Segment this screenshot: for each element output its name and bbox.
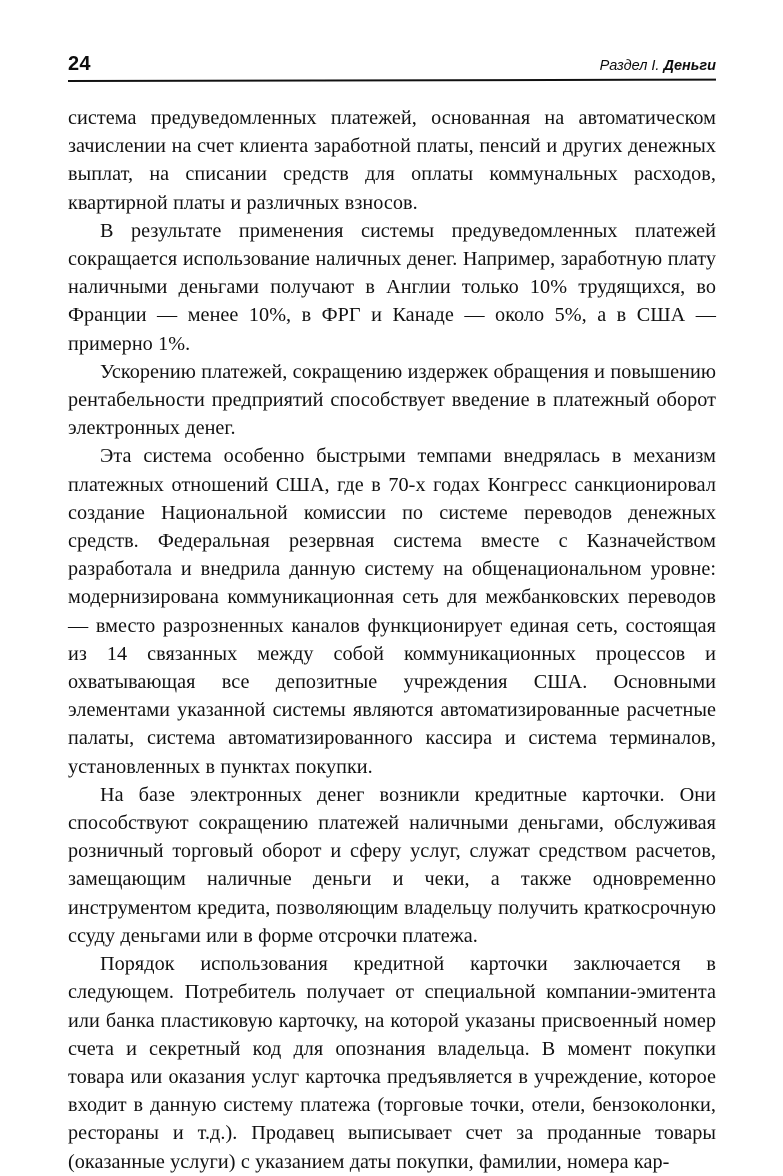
paragraph: Эта система особенно быстрыми темпами внедрялась в механизм платежных отношений США, где в 70-х годах Конгресс санкционировал создание Национальной комиссии по системе переводов денежных средств. Федеральная резервная система вместе с Казначейством разработала и внедрила данную систему на общенациональном уровне: модернизирована коммуникационная сеть для межбанковских переводов — вместо разрозненных каналов функционирует единая сеть, состоящая из 14 связанных между собой коммуникационных процессов и охватывающая все депозитные учреждения США. Основными элементами указанной системы являются автоматизированные расчетные палаты, система автоматизированного кассира и система терминалов, установленных в пунктах покупки. (68, 445, 716, 778)
header-divider-rule (68, 79, 716, 82)
paragraph: В результате применения системы предуведомленных платежей сокращается использование наличных денег. Например, заработную плату наличными деньгами получают в Англии только 10% трудящихся, во Франции — менее 10%, в ФРГ и Канаде — около 5%, а в США — примерно 1%. (68, 219, 716, 355)
paragraph: Порядок использования кредитной карточки заключается в следующем. Потребитель получает от специальной компании-эмитента или банка пластиковую карточку, на которой указаны присвоенный номер счета и секретный код для опознания владельца. В момент покупки товара или оказания услуг карточка предъявляется в учреждение, которое входит в данную систему платежа (торговые точки, отели, бензоколонки, рестораны и т.д.). Продавец выписывает счет за проданные товары (оказанные услуги) с указанием даты покупки, фамилии, номера кар- (68, 953, 716, 1173)
running-head-section-title: Деньги (663, 57, 716, 74)
paragraph: система предуведомленных платежей, основанная на автоматическом зачислении на счет клиента заработной платы, пенсий и других денежных выплат, на списании средств для оплаты коммунальных расходов, квартирной платы и различных взносов. (68, 107, 716, 214)
running-head (68, 44, 716, 74)
paragraph: На базе электронных денег возникли кредитные карточки. Они способствуют сокращению платежей наличными деньгами, обслуживая розничный торговый оборот и сферу услуг, служат средством расчетов, замещающим наличные деньги и чеки, а также одновременно инструментом кредита, позволяющим владельцу получить краткосрочную ссуду деньгами или в форме отсрочки платежа. (68, 783, 716, 947)
running-head-section-label: Раздел I. (599, 57, 660, 74)
paragraph: Ускорению платежей, сокращению издержек обращения и повышению рентабельности предприятий способствует введение в платежный оборот электронных денег. (68, 360, 716, 440)
page-number: 24 (68, 53, 91, 75)
running-head-title (600, 59, 716, 75)
body-text-column (68, 104, 716, 1176)
